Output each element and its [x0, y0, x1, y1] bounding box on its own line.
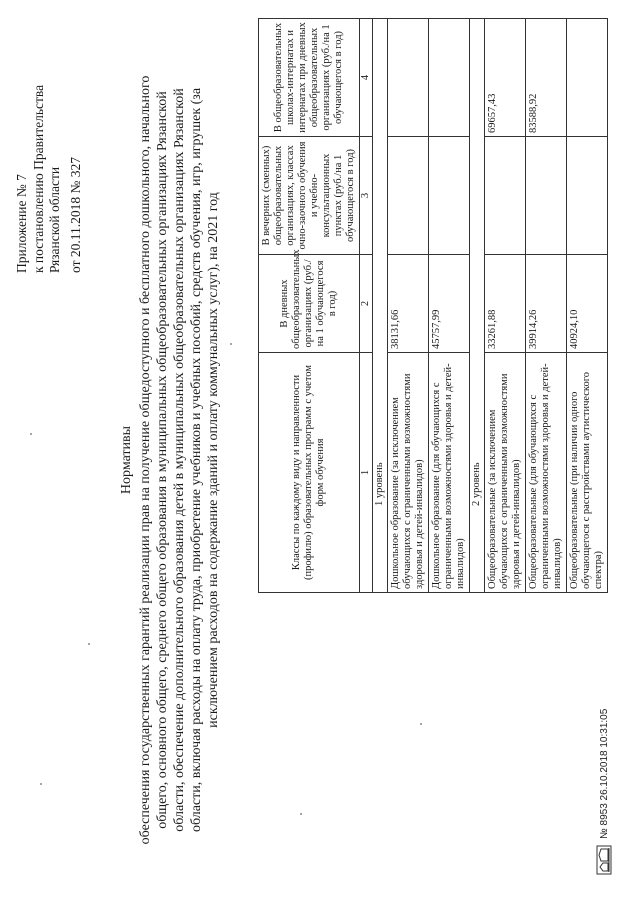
registration-number: № 8953 26.10.2018 10:31:05: [598, 708, 610, 839]
value-boarding: 83588,92: [526, 19, 567, 137]
appendix-region: Рязанской области: [47, 166, 62, 273]
value-day: 45757,99: [429, 255, 470, 353]
table-row: [485, 19, 526, 593]
title-heading: Нормативы: [119, 425, 134, 495]
scan-speck: [40, 783, 42, 785]
row-label: Общеобразовательные (для обучающихся с ограниченными возможностями здоровья и детей-инвалидов): [526, 353, 567, 593]
column-number: 1: [360, 353, 373, 593]
appendix-resolution: к постановлению Правительства: [30, 84, 46, 273]
row-label: Дошкольное образование (для обучающихся с ограниченными возможностями здоровья и детей-инвалидов): [429, 353, 470, 593]
registry-stamp-icon: [596, 845, 612, 875]
header-classes: Классы по каждому виду и направленности (профилю) образовательных программ с учетом форм обучения: [259, 353, 360, 593]
row-label: Дошкольное образование (за исключением обучающихся с ограниченными возможностями здоровья и детей-инвалидов): [388, 353, 429, 593]
registration-footer: [596, 355, 612, 875]
value-evening: [567, 137, 608, 255]
value-day: 33261,88: [485, 255, 526, 353]
scan-speck: [300, 813, 302, 815]
norms-table: [258, 18, 608, 593]
value-boarding: 69657,43: [485, 19, 526, 137]
table-row: [429, 19, 470, 593]
level-2-row: [470, 19, 485, 593]
column-number: 4: [360, 19, 373, 137]
value-boarding: [567, 19, 608, 137]
appendix-date-number: от 20.11.2018 № 327: [67, 157, 83, 273]
scan-speck: [30, 433, 32, 435]
value-day: 38131,66: [388, 255, 429, 353]
value-evening: [429, 137, 470, 255]
value-day: 39914,26: [526, 255, 567, 353]
value-boarding: [429, 19, 470, 137]
table-row: [388, 19, 429, 593]
scan-speck: [88, 643, 90, 645]
header-evening-schools: В вечерних (сменных) общеобразовательных организациях, классах очно-заочного обучения и учебно-консультационных пунктах (руб./на 1 обучающегося в год): [259, 137, 360, 255]
value-evening: [485, 137, 526, 255]
appendix-block: [14, 43, 84, 273]
column-number: 2: [360, 255, 373, 353]
header-boarding-schools: В общеобразовательных школах-интернатах и интернатах при дневных общеобразовательных организациях (руб./на 1 обучающегося в год): [259, 19, 360, 137]
value-day: 40924,10: [567, 255, 608, 353]
value-boarding: [388, 19, 429, 137]
table-header-row: [259, 19, 360, 593]
value-evening: [526, 137, 567, 255]
column-number-row: [360, 19, 373, 593]
level-2-label: 2 уровень: [470, 19, 485, 593]
row-label: Общеобразовательные (за исключением обучающихся с ограниченными возможностями здоровья и детей-инвалидов): [485, 353, 526, 593]
title-body: обеспечения государственных гарантий реализации прав на получение общедоступного и бесплатного дошкольного, начального общего, основного общего, среднего общего образования в муниципальных общеобразовательных организациях Рязанской области, обеспечение дополнительного образования детей в муниципальных общеобразовательных организациях Рязанской области, включая расходы на оплату труда, приобретение учебников и учебных пособий, средств обучения, игр, игрушек (за исключением расходов на содержание зданий и оплату коммунальных услуг), на 2021 год: [138, 75, 221, 845]
row-label: Общеобразовательные (при наличии одного обучающегося с расстройствами аутистического спектра): [567, 353, 608, 593]
column-number: 3: [360, 137, 373, 255]
scan-speck: [420, 723, 422, 725]
value-evening: [388, 137, 429, 255]
table-row: [526, 19, 567, 593]
document-title: [118, 65, 222, 855]
header-day-schools: В дневных общеобразовательных организациях (руб./на 1 обучающегося в год): [259, 255, 360, 353]
level-1-row: [373, 19, 388, 593]
scan-speck: [230, 343, 232, 345]
level-1-label: 1 уровень: [373, 19, 388, 593]
appendix-number: Приложение № 7: [14, 174, 29, 273]
